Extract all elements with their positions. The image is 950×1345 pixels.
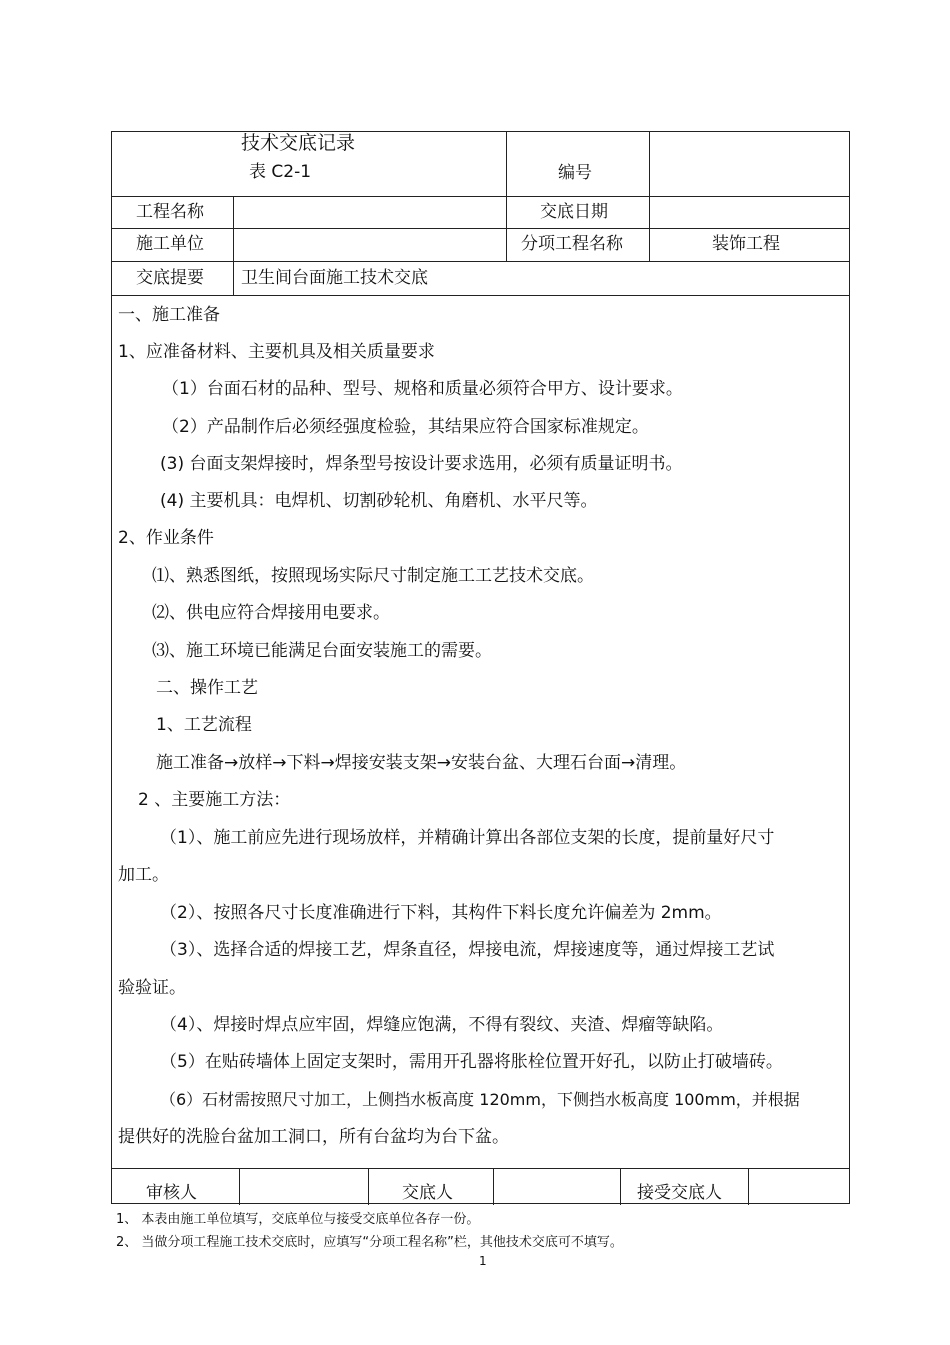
content-line: 验验证。 (118, 978, 186, 998)
subsection-heading: 1、工艺流程 (156, 715, 252, 735)
subsection-heading: 2 、主要施工方法： (138, 790, 291, 810)
column-divider (239, 1168, 240, 1205)
content-line: （6）石材需按照尺寸加工，上侧挡水板高度 120mm，下侧挡水板高度 100mm，并根据 (160, 1090, 800, 1109)
summary-value: 卫生间台面施工技术交底 (241, 268, 428, 288)
presenter-label: 交底人 (402, 1183, 453, 1203)
column-divider (748, 1168, 749, 1205)
section-heading: 二、操作工艺 (156, 678, 258, 698)
row-divider (112, 1168, 849, 1169)
section-heading: 一、施工准备 (118, 305, 220, 325)
column-divider (233, 196, 234, 295)
reviewer-label: 审核人 (146, 1183, 197, 1203)
subsection-heading: 1、应准备材料、主要机具及相关质量要求 (118, 342, 435, 362)
disclosure-date-label: 交底日期 (540, 202, 608, 222)
column-divider (649, 132, 650, 262)
row-divider (112, 228, 849, 229)
column-divider (620, 1168, 621, 1205)
footnote: 2、 当做分项工程施工技术交底时，应填写“分项工程名称”栏，其他技术交底可不填写。 (116, 1235, 623, 1250)
content-line: ⑴、熟悉图纸，按照现场实际尺寸制定施工工艺技术交底。 (152, 566, 594, 586)
subproject-name-label: 分项工程名称 (521, 234, 623, 254)
column-divider (368, 1168, 369, 1205)
content-line: 提供好的洗脸台盆加工洞口，所有台盆均为台下盆。 (118, 1127, 509, 1147)
construction-unit-label: 施工单位 (136, 234, 204, 254)
row-divider (112, 261, 849, 262)
content-line: ⑶、施工环境已能满足台面安装施工的需要。 (152, 641, 492, 661)
content-line: （1）台面石材的品种、型号、规格和质量必须符合甲方、设计要求。 (162, 379, 683, 399)
project-name-label: 工程名称 (136, 202, 204, 222)
content-line: （4）、焊接时焊点应牢固，焊缝应饱满，不得有裂纹、夹渣、焊瘤等缺陷。 (160, 1015, 724, 1035)
column-divider (506, 132, 507, 262)
subsection-heading: 2、作业条件 (118, 528, 214, 548)
content-line: ⑵、供电应符合焊接用电要求。 (152, 603, 390, 623)
content-line: （2）、按照各尺寸长度准确进行下料，其构件下料长度允许偏差为 2mm。 (160, 903, 722, 923)
column-divider (493, 1168, 494, 1205)
content-line: (4) 主要机具：电焊机、切割砂轮机、角磨机、水平尺等。 (160, 491, 598, 511)
row-divider (112, 295, 849, 296)
number-label: 编号 (558, 163, 592, 183)
content-line: (3) 台面支架焊接时，焊条型号按设计要求选用，必须有质量证明书。 (160, 454, 683, 474)
content-line: （5）在贴砖墙体上固定支架时，需用开孔器将胀栓位置开好孔，以防止打破墙砖。 (160, 1052, 783, 1072)
form-title: 技术交底记录 (241, 132, 356, 154)
receiver-label: 接受交底人 (637, 1183, 722, 1203)
content-line: （2）产品制作后必须经强度检验，其结果应符合国家标准规定。 (162, 417, 649, 437)
content-line: 加工。 (118, 865, 169, 885)
row-divider (112, 196, 849, 197)
content-line: （1）、施工前应先进行现场放样，并精确计算出各部位支架的长度，提前量好尺寸 (160, 828, 775, 848)
summary-label: 交底提要 (136, 268, 204, 288)
subproject-name-value: 装饰工程 (712, 234, 780, 254)
technical-disclosure-form (111, 131, 850, 1204)
footnote: 1、 本表由施工单位填写，交底单位与接受交底单位各存一份。 (116, 1212, 480, 1227)
page-number: 1 (479, 1254, 487, 1268)
content-line: 施工准备→放样→下料→焊接安装支架→安装台盆、大理石台面→清理。 (156, 753, 687, 773)
form-number-code: 表 C2-1 (249, 162, 312, 182)
content-line: （3）、选择合适的焊接工艺，焊条直径，焊接电流，焊接速度等，通过焊接工艺试 (160, 940, 775, 960)
